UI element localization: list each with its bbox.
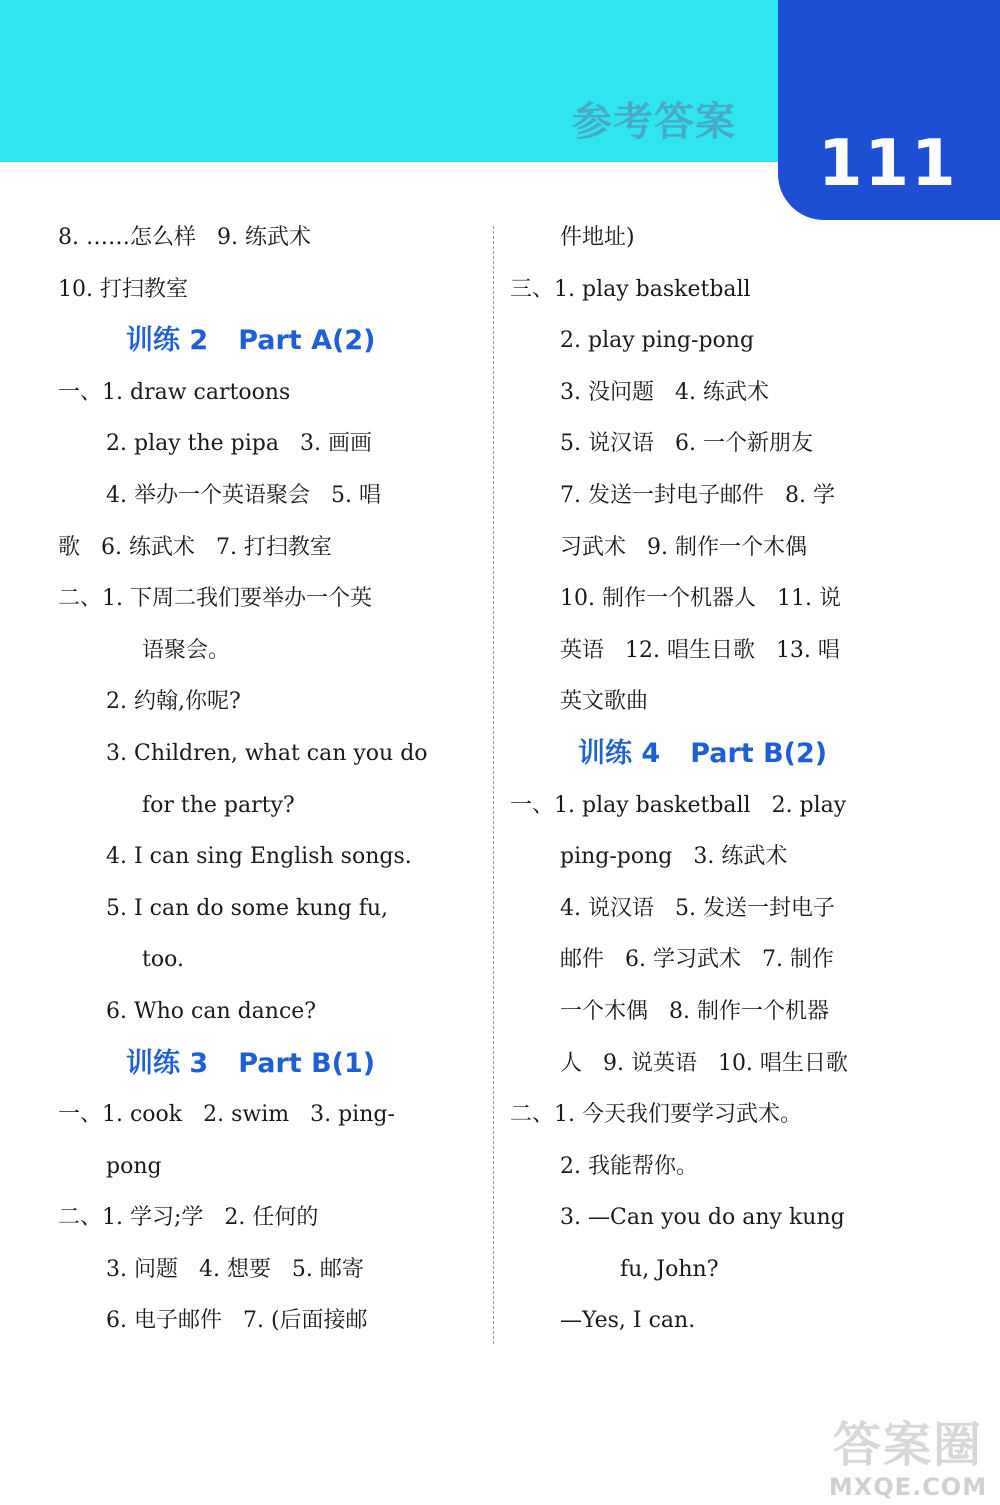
answer-line: too. (142, 947, 184, 973)
left-column (58, 212, 498, 1347)
answer-line: 8. ……怎么样 9. 练武术 (58, 225, 311, 250)
answer-line: 英文歌曲 (560, 689, 649, 715)
answer-line: 6. Who can dance? (106, 998, 317, 1024)
exercise-heading (510, 728, 910, 780)
answer-line: 4. 说汉语 5. 发送一封电子 (560, 895, 835, 921)
answer-line: 二、1. 今天我们要学习武术。 (510, 1102, 802, 1128)
answer-line: fu, John? (620, 1256, 719, 1282)
answer-line: 习武术 9. 制作一个木偶 (560, 534, 807, 560)
answer-line: 3. 问题 4. 想要 5. 邮寄 (106, 1256, 364, 1282)
answer-line: 4. I can sing English songs. (106, 844, 412, 870)
watermark-url: MXQE.COM (828, 1473, 988, 1501)
answer-line: —Yes, I can. (560, 1308, 696, 1334)
answer-line: 一、1. draw cartoons (58, 379, 291, 405)
answer-line: 3. —Can you do any kung (560, 1205, 845, 1231)
answer-line: 一、1. cook 2. swim 3. ping- (58, 1102, 395, 1128)
answer-line: 5. 说汉语 6. 一个新朋友 (560, 431, 813, 457)
exercise-label: 训练 2 (126, 325, 209, 357)
answer-line: 10. 制作一个机器人 11. 说 (560, 586, 841, 612)
exercise-part: Part B(2) (690, 737, 828, 769)
answer-line: 一个木偶 8. 制作一个机器 (560, 998, 829, 1024)
answer-line: 二、1. 下周二我们要举办一个英 (58, 586, 372, 612)
answer-line: 件地址) (560, 225, 635, 250)
answer-line: 5. I can do some kung fu, (106, 895, 389, 921)
answer-line: 邮件 6. 学习武术 7. 制作 (560, 947, 834, 973)
answer-line: pong (106, 1153, 162, 1179)
answer-line: 10. 打扫教室 (58, 276, 188, 302)
exercise-heading (58, 1038, 498, 1090)
exercise-part: Part A(2) (238, 325, 376, 357)
answer-line: 人 9. 说英语 10. 唱生日歌 (560, 1050, 848, 1076)
answer-line: 6. 电子邮件 7. (后面接邮 (106, 1308, 368, 1334)
answer-line: ping-pong 3. 练武术 (560, 844, 788, 870)
exercise-part: Part B(1) (238, 1047, 376, 1079)
exercise-heading (58, 315, 498, 367)
exercise-label: 训练 4 (578, 737, 661, 769)
answer-line: 4. 举办一个英语聚会 5. 唱 (106, 482, 381, 508)
answer-line: 2. play the pipa 3. 画画 (106, 431, 372, 457)
answer-line: 二、1. 学习;学 2. 任何的 (58, 1205, 319, 1231)
answer-line: 2. 约翰,你呢? (106, 689, 241, 715)
answer-line: 英语 12. 唱生日歌 13. 唱 (560, 637, 840, 663)
answer-line: 7. 发送一封电子邮件 8. 学 (560, 482, 835, 508)
answer-line: 一、1. play basketball 2. play (510, 792, 847, 818)
right-column (510, 212, 910, 1347)
answer-line: for the party? (142, 792, 295, 818)
answer-line: 歌 6. 练武术 7. 打扫教室 (58, 534, 332, 560)
answer-line: 3. Children, what can you do (106, 740, 428, 766)
answer-line: 2. play ping-pong (560, 328, 755, 354)
answer-line: 三、1. play basketball (510, 276, 751, 302)
page-number: 111 (818, 127, 958, 201)
watermark-logo-text: 答案圈 (832, 1417, 983, 1473)
section-title: 参考答案 (572, 99, 736, 145)
exercise-label: 训练 3 (126, 1047, 209, 1079)
answer-line: 语聚会。 (142, 637, 231, 663)
watermark (818, 1416, 998, 1504)
answer-line: 2. 我能帮你。 (560, 1153, 698, 1179)
answer-line: 3. 没问题 4. 练武术 (560, 379, 769, 405)
